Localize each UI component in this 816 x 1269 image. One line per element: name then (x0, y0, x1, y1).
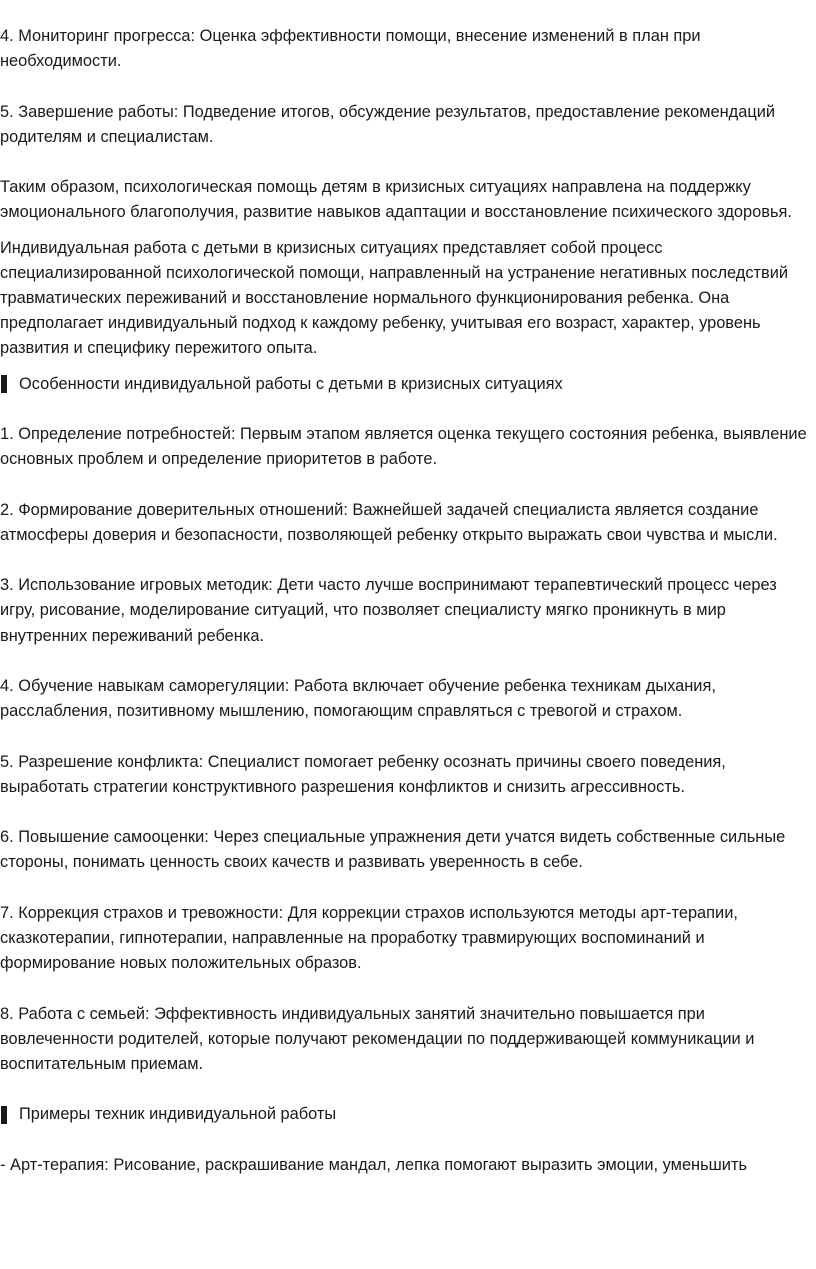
list-item: 3. Использование игровых методик: Дети часто лучше воспринимают терапевтический процесс через игру, рисование, моделирование ситуаций, что позволяет специалисту мягко проникнуть в мир внутренних переживаний ребенка. (0, 576, 777, 645)
list-item: 5. Разрешение конфликта: Специалист помогает ребенку осознать причины своего поведения, выработать стратегии конструктивного разрешения конфликтов и снизить агрессивность. (0, 752, 726, 796)
paragraph-monitoring: 4. Мониторинг прогресса: Оценка эффективности помощи, внесение изменений в план при необходимости. (0, 27, 701, 71)
paragraph-individual-work: Индивидуальная работа с детьми в кризисных ситуациях представляет собой процесс специализированной психологической помощи, направленный на устранение негативных последствий травматических переживаний и восстановление нормального функционирования ребенка. Она предполагает индивидуальный подход к каждому ребенку, учитывая его возраст, характер, уровень развития и специфику пережитого опыта. (0, 238, 789, 358)
heading-marker-icon (1, 1106, 7, 1124)
paragraph-completion: 5. Завершение работы: Подведение итогов, обсуждение результатов, предоставление рекомендаций родителям и специалистам. (0, 102, 776, 146)
list-item: 6. Повышение самооценки: Через специальные упражнения дети учатся видеть собственные сильные стороны, понимать ценность своих качеств и развивать уверенность в себе. (0, 828, 786, 872)
list-item: 8. Работа с семьей: Эффективность индивидуальных занятий значительно повышается при вовлеченности родителей, которые получают рекомендации по поддерживающей коммуникации и воспитательным приемам. (0, 1004, 755, 1073)
section-heading-techniques (0, 1102, 812, 1127)
list-item: 4. Обучение навыкам саморегуляции: Работа включает обучение ребенка техникам дыхания, расслабления, позитивному мышлению, помогающим справляться с тревогой и страхом. (0, 676, 716, 721)
list-item: 2. Формирование доверительных отношений: Важнейшей задачей специалиста является создание атмосферы доверия и безопасности, позволяющей ребенку открыто выражать свои чувства и мысли. (0, 500, 778, 544)
heading-marker-icon (1, 375, 7, 393)
list-item: 1. Определение потребностей: Первым этапом является оценка текущего состояния ребенка, выявление основных проблем и определение приоритетов в работе. (0, 424, 807, 469)
section-heading-text: Примеры техник индивидуальной работы (19, 1105, 337, 1124)
paragraph-conclusion: Таким образом, психологическая помощь детям в кризисных ситуациях направлена на поддержку эмоционального благополучия, развитие навыков адаптации и восстановление психического здоровья. (0, 178, 792, 222)
section-heading-features (0, 372, 812, 397)
document-page (0, 24, 812, 1203)
list-item: 7. Коррекция страхов и тревожности: Для коррекции страхов используются методы арт-терапии, сказкотерапии, гипнотерапии, направленные на проработку травмирующих воспоминаний и формирование новых положительных образов. (0, 903, 738, 973)
list-item: - Арт-терапия: Рисование, раскрашивание мандал, лепка помогают выразить эмоции, уменьшить (0, 1155, 747, 1174)
section-heading-text: Особенности индивидуальной работы с детьми в кризисных ситуациях (19, 374, 563, 393)
